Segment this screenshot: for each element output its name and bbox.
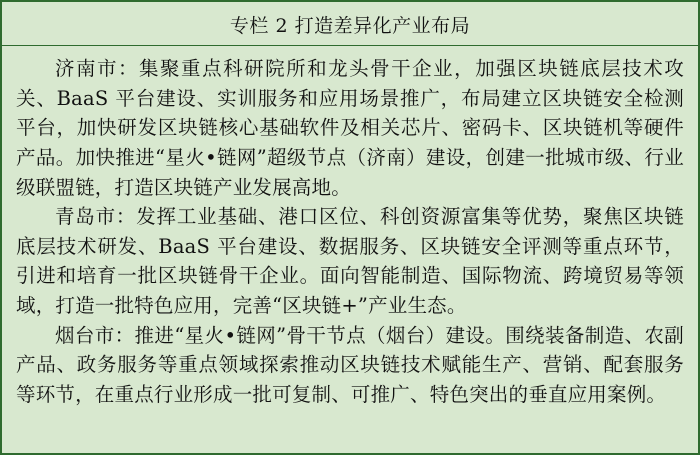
paragraph-jinan: 济南市：集聚重点科研院所和龙头骨干企业，加强区块链底层技术攻关、BaaS 平台建设、实训服务和应用场景推广，布局建立区块链安全检测平台，加快研发区块链核心基础软件及相关芯片、密码卡、区块链机等硬件产品。加快推进“星火•链网”超级节点（济南）建设，创建一批城市级、行业级联盟链，打造区块链产业发展高地。 <box>16 57 684 199</box>
box-content <box>2 46 698 410</box>
box-title: 专栏 2 打造差异化产业布局 <box>2 2 698 46</box>
paragraph-yantai: 烟台市：推进“星火•链网”骨干节点（烟台）建设。围绕装备制造、农副产品、政务服务等重点领域探索推动区块链技术赋能生产、营销、配套服务等环节，在重点行业形成一批可复制、可推广、特色突出的垂直应用案例。 <box>16 323 684 406</box>
paragraph-qingdao: 青岛市：发挥工业基础、港口区位、科创资源富集等优势，聚焦区块链底层技术研发、BaaS 平台建设、数据服务、区块链安全评测等重点环节，引进和培育一批区块链骨干企业。面向智能制造、国际物流、跨境贸易等领域，打造一批特色应用，完善“区块链+”产业生态。 <box>16 205 684 317</box>
